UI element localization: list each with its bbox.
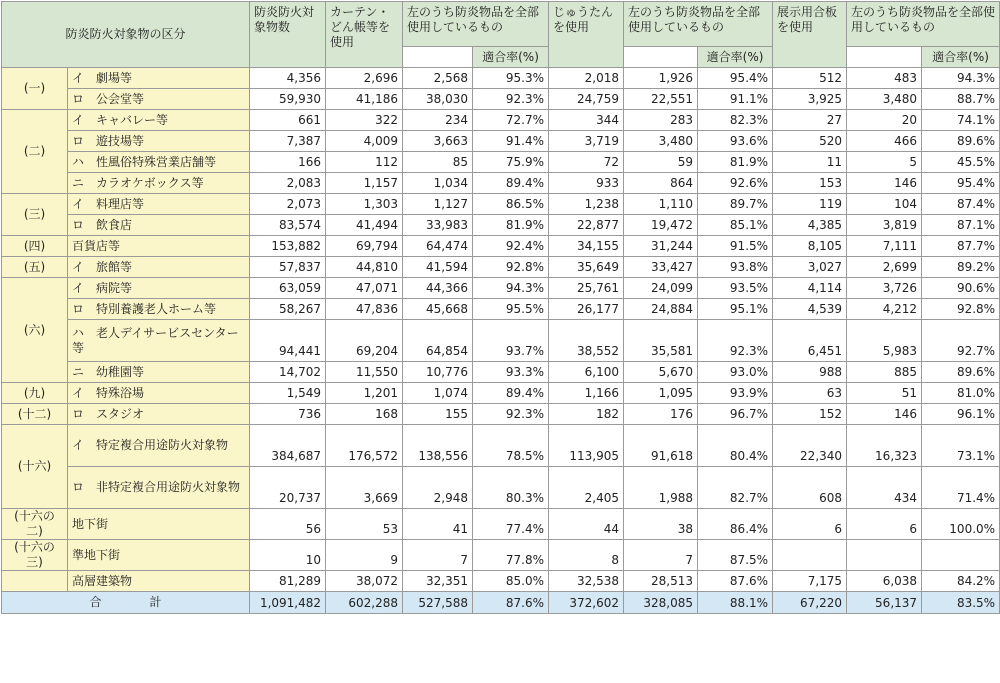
cell-value: 92.7% [922, 320, 1000, 362]
row-name: 地下街 [68, 509, 250, 540]
cell-value: 81.9% [698, 152, 773, 173]
cell-value: 77.4% [473, 509, 549, 540]
cell-value: 119 [773, 194, 847, 215]
cell-value: 96.1% [922, 404, 1000, 425]
cell-value: 94.3% [473, 278, 549, 299]
row-name: ロ 非特定複合用途防火対象物 [68, 467, 250, 509]
total-value: 56,137 [847, 592, 922, 614]
cell-value: 112 [326, 152, 403, 173]
cell-value [847, 540, 922, 571]
table-row [2, 320, 1000, 362]
cell-value: 1,157 [326, 173, 403, 194]
cell-value: 59 [624, 152, 698, 173]
cell-value: 35,649 [549, 257, 624, 278]
total-value: 527,588 [403, 592, 473, 614]
cell-value: 520 [773, 131, 847, 152]
cell-value: 146 [847, 173, 922, 194]
table-row [2, 131, 1000, 152]
cell-value: 56 [250, 509, 326, 540]
cell-value: 84.2% [922, 571, 1000, 592]
cell-value: 7,111 [847, 236, 922, 257]
cell-value: 63 [773, 383, 847, 404]
cell-value: 94,441 [250, 320, 326, 362]
cell-value: 93.0% [698, 362, 773, 383]
header-carpet-all: 左のうち防炎物品を全部使用しているもの [624, 2, 773, 47]
cell-value: 81.9% [473, 215, 549, 236]
table-row [2, 362, 1000, 383]
cell-value: 87.7% [922, 236, 1000, 257]
cell-value: 24,884 [624, 299, 698, 320]
cell-value: 33,983 [403, 215, 473, 236]
header-category: 防炎防火対象物の区分 [2, 2, 250, 68]
cell-value: 89.4% [473, 383, 549, 404]
cell-value: 661 [250, 110, 326, 131]
cell-value: 78.5% [473, 425, 549, 467]
cell-value: 7,387 [250, 131, 326, 152]
cell-value: 95.4% [698, 68, 773, 89]
cell-value: 95.5% [473, 299, 549, 320]
cell-value: 100.0% [922, 509, 1000, 540]
cell-value: 93.8% [698, 257, 773, 278]
cell-value: 3,480 [847, 89, 922, 110]
cell-value: 4,114 [773, 278, 847, 299]
row-name: ロ 特別養護老人ホーム等 [68, 299, 250, 320]
cell-value: 95.1% [698, 299, 773, 320]
fire-retardant-table [1, 1, 1000, 614]
cell-value: 88.7% [922, 89, 1000, 110]
cell-value: 166 [250, 152, 326, 173]
cell-value: 885 [847, 362, 922, 383]
total-value: 87.6% [473, 592, 549, 614]
total-value: 602,288 [326, 592, 403, 614]
cell-value: 92.3% [698, 320, 773, 362]
cell-value: 7 [624, 540, 698, 571]
table-body [2, 68, 1000, 614]
category-label [2, 571, 68, 592]
cell-value: 32,351 [403, 571, 473, 592]
cell-value: 93.3% [473, 362, 549, 383]
cell-value: 41,494 [326, 215, 403, 236]
row-name: イ 病院等 [68, 278, 250, 299]
row-name: ハ 老人デイサービスセンター等 [68, 320, 250, 362]
cell-value: 6,100 [549, 362, 624, 383]
total-value: 67,220 [773, 592, 847, 614]
header-rate: 適合率(%) [698, 47, 773, 68]
cell-value: 91.1% [698, 89, 773, 110]
cell-value: 83,574 [250, 215, 326, 236]
cell-value: 72.7% [473, 110, 549, 131]
category-label: (一) [2, 68, 68, 110]
cell-value: 138,556 [403, 425, 473, 467]
cell-value: 69,794 [326, 236, 403, 257]
cell-value: 38,072 [326, 571, 403, 592]
cell-value: 93.5% [698, 278, 773, 299]
cell-value: 6,038 [847, 571, 922, 592]
table-row [2, 467, 1000, 509]
cell-value: 512 [773, 68, 847, 89]
row-name: ハ 性風俗特殊営業店舗等 [68, 152, 250, 173]
cell-value: 1,238 [549, 194, 624, 215]
cell-value: 104 [847, 194, 922, 215]
cell-value: 234 [403, 110, 473, 131]
cell-value: 988 [773, 362, 847, 383]
cell-value: 1,201 [326, 383, 403, 404]
cell-value: 1,926 [624, 68, 698, 89]
header-curtain-all: 左のうち防炎物品を全部使用しているもの [403, 2, 549, 47]
cell-value: 168 [326, 404, 403, 425]
header-display-all: 左のうち防炎物品を全部使用しているもの [847, 2, 1000, 47]
header-carpet: じゅうたんを使用 [549, 2, 624, 68]
cell-value: 75.9% [473, 152, 549, 173]
cell-value: 47,836 [326, 299, 403, 320]
cell-value: 44,366 [403, 278, 473, 299]
cell-value: 59,930 [250, 89, 326, 110]
row-name: ロ 飲食店 [68, 215, 250, 236]
row-name: イ 特定複合用途防火対象物 [68, 425, 250, 467]
cell-value: 24,759 [549, 89, 624, 110]
row-name: イ 特殊浴場 [68, 383, 250, 404]
row-name: 百貨店等 [68, 236, 250, 257]
cell-value: 608 [773, 467, 847, 509]
cell-value: 41,186 [326, 89, 403, 110]
row-name: イ キャバレー等 [68, 110, 250, 131]
cell-value: 14,702 [250, 362, 326, 383]
total-value: 372,602 [549, 592, 624, 614]
cell-value: 94.3% [922, 68, 1000, 89]
table-row [2, 299, 1000, 320]
table-row [2, 215, 1000, 236]
cell-value: 152 [773, 404, 847, 425]
cell-value: 3,719 [549, 131, 624, 152]
cell-value: 146 [847, 404, 922, 425]
cell-value: 41 [403, 509, 473, 540]
cell-value: 1,074 [403, 383, 473, 404]
cell-value: 33,427 [624, 257, 698, 278]
cell-value: 91.5% [698, 236, 773, 257]
cell-value: 1,095 [624, 383, 698, 404]
cell-value: 85.1% [698, 215, 773, 236]
cell-value: 44 [549, 509, 624, 540]
cell-value: 3,669 [326, 467, 403, 509]
category-label: (六) [2, 278, 68, 383]
row-name: ニ 幼稚園等 [68, 362, 250, 383]
cell-value: 9 [326, 540, 403, 571]
cell-value: 89.6% [922, 131, 1000, 152]
cell-value: 155 [403, 404, 473, 425]
cell-value: 176,572 [326, 425, 403, 467]
table-row [2, 540, 1000, 571]
cell-value: 466 [847, 131, 922, 152]
category-label: (十六の三) [2, 540, 68, 571]
cell-value: 933 [549, 173, 624, 194]
cell-value: 38,030 [403, 89, 473, 110]
cell-value: 3,663 [403, 131, 473, 152]
table-row [2, 173, 1000, 194]
cell-value: 95.3% [473, 68, 549, 89]
category-label: (九) [2, 383, 68, 404]
cell-value [922, 540, 1000, 571]
category-label: (四) [2, 236, 68, 257]
cell-value: 91.4% [473, 131, 549, 152]
cell-value: 38 [624, 509, 698, 540]
cell-value: 92.3% [473, 89, 549, 110]
cell-value: 64,854 [403, 320, 473, 362]
table-row [2, 425, 1000, 467]
table-row [2, 383, 1000, 404]
cell-value: 72 [549, 152, 624, 173]
cell-value: 3,480 [624, 131, 698, 152]
cell-value: 92.3% [473, 404, 549, 425]
cell-value: 89.4% [473, 173, 549, 194]
cell-value: 113,905 [549, 425, 624, 467]
cell-value: 87.1% [922, 215, 1000, 236]
cell-value: 16,323 [847, 425, 922, 467]
cell-value: 3,726 [847, 278, 922, 299]
category-label: (二) [2, 110, 68, 194]
cell-value: 32,538 [549, 571, 624, 592]
cell-value: 95.4% [922, 173, 1000, 194]
cell-value: 73.1% [922, 425, 1000, 467]
cell-value: 4,356 [250, 68, 326, 89]
row-name: ロ 公会堂等 [68, 89, 250, 110]
cell-value [773, 540, 847, 571]
cell-value: 86.5% [473, 194, 549, 215]
cell-value: 1,166 [549, 383, 624, 404]
row-name: 高層建築物 [68, 571, 250, 592]
table-row [2, 571, 1000, 592]
total-label: 合 計 [2, 592, 250, 614]
cell-value: 483 [847, 68, 922, 89]
cell-value: 2,073 [250, 194, 326, 215]
cell-value: 28,513 [624, 571, 698, 592]
total-value: 328,085 [624, 592, 698, 614]
cell-value: 93.9% [698, 383, 773, 404]
cell-value: 1,110 [624, 194, 698, 215]
category-label: (五) [2, 257, 68, 278]
cell-value: 81,289 [250, 571, 326, 592]
cell-value: 3,925 [773, 89, 847, 110]
cell-value: 25,761 [549, 278, 624, 299]
cell-value: 45.5% [922, 152, 1000, 173]
cell-value: 93.6% [698, 131, 773, 152]
cell-value: 82.3% [698, 110, 773, 131]
table-row [2, 152, 1000, 173]
cell-value: 4,539 [773, 299, 847, 320]
category-label: (三) [2, 194, 68, 236]
cell-value: 11,550 [326, 362, 403, 383]
table-row [2, 194, 1000, 215]
cell-value: 4,385 [773, 215, 847, 236]
cell-value: 5,670 [624, 362, 698, 383]
header-display: 展示用合板を使用 [773, 2, 847, 68]
table-row [2, 236, 1000, 257]
cell-value: 1,034 [403, 173, 473, 194]
cell-value: 86.4% [698, 509, 773, 540]
cell-value: 283 [624, 110, 698, 131]
cell-value: 69,204 [326, 320, 403, 362]
cell-value: 5 [847, 152, 922, 173]
cell-value: 176 [624, 404, 698, 425]
cell-value: 344 [549, 110, 624, 131]
cell-value: 85.0% [473, 571, 549, 592]
table-row [2, 257, 1000, 278]
cell-value: 80.3% [473, 467, 549, 509]
cell-value: 51 [847, 383, 922, 404]
cell-value: 47,071 [326, 278, 403, 299]
cell-value: 96.7% [698, 404, 773, 425]
cell-value: 92.4% [473, 236, 549, 257]
cell-value: 26,177 [549, 299, 624, 320]
cell-value: 7,175 [773, 571, 847, 592]
header-rate: 適合率(%) [473, 47, 549, 68]
cell-value: 82.7% [698, 467, 773, 509]
cell-value: 44,810 [326, 257, 403, 278]
cell-value: 24,099 [624, 278, 698, 299]
cell-value: 6,451 [773, 320, 847, 362]
cell-value: 1,988 [624, 467, 698, 509]
row-name: イ 旅館等 [68, 257, 250, 278]
cell-value: 20 [847, 110, 922, 131]
category-label: (十六) [2, 425, 68, 509]
cell-value: 1,303 [326, 194, 403, 215]
row-name: ロ 遊技場等 [68, 131, 250, 152]
category-label: (十六の二) [2, 509, 68, 540]
row-name: イ 劇場等 [68, 68, 250, 89]
cell-value: 63,059 [250, 278, 326, 299]
cell-value: 34,155 [549, 236, 624, 257]
table-row [2, 278, 1000, 299]
cell-value: 6 [847, 509, 922, 540]
cell-value: 2,018 [549, 68, 624, 89]
cell-value: 89.7% [698, 194, 773, 215]
cell-value: 4,212 [847, 299, 922, 320]
cell-value: 1,549 [250, 383, 326, 404]
cell-value: 87.5% [698, 540, 773, 571]
cell-value: 35,581 [624, 320, 698, 362]
cell-value: 22,551 [624, 89, 698, 110]
cell-value: 182 [549, 404, 624, 425]
total-value: 83.5% [922, 592, 1000, 614]
cell-value: 27 [773, 110, 847, 131]
cell-value: 71.4% [922, 467, 1000, 509]
cell-value: 6 [773, 509, 847, 540]
cell-value: 58,267 [250, 299, 326, 320]
cell-value: 434 [847, 467, 922, 509]
table-row [2, 509, 1000, 540]
cell-value: 85 [403, 152, 473, 173]
cell-value: 89.6% [922, 362, 1000, 383]
cell-value: 90.6% [922, 278, 1000, 299]
cell-value: 3,027 [773, 257, 847, 278]
cell-value: 77.8% [473, 540, 549, 571]
cell-value: 41,594 [403, 257, 473, 278]
cell-value: 20,737 [250, 467, 326, 509]
cell-value: 864 [624, 173, 698, 194]
cell-value: 2,083 [250, 173, 326, 194]
cell-value: 2,948 [403, 467, 473, 509]
row-name: ニ カラオケボックス等 [68, 173, 250, 194]
cell-value: 22,877 [549, 215, 624, 236]
cell-value: 53 [326, 509, 403, 540]
header-curtain: カーテン・どん帳等を使用 [326, 2, 403, 68]
cell-value: 87.4% [922, 194, 1000, 215]
cell-value: 384,687 [250, 425, 326, 467]
table-row [2, 89, 1000, 110]
cell-value: 3,819 [847, 215, 922, 236]
cell-value: 2,405 [549, 467, 624, 509]
cell-value: 10 [250, 540, 326, 571]
cell-value: 4,009 [326, 131, 403, 152]
cell-value: 322 [326, 110, 403, 131]
header-total-objects: 防炎防火対象物数 [250, 2, 326, 68]
cell-value: 45,668 [403, 299, 473, 320]
cell-value: 7 [403, 540, 473, 571]
header-rate: 適合率(%) [922, 47, 1000, 68]
table-row [2, 110, 1000, 131]
cell-value: 89.2% [922, 257, 1000, 278]
cell-value: 736 [250, 404, 326, 425]
cell-value: 81.0% [922, 383, 1000, 404]
cell-value: 93.7% [473, 320, 549, 362]
cell-value: 2,568 [403, 68, 473, 89]
total-value: 1,091,482 [250, 592, 326, 614]
cell-value: 92.6% [698, 173, 773, 194]
cell-value: 2,699 [847, 257, 922, 278]
cell-value: 1,127 [403, 194, 473, 215]
table-row [2, 404, 1000, 425]
cell-value: 38,552 [549, 320, 624, 362]
cell-value: 57,837 [250, 257, 326, 278]
cell-value: 22,340 [773, 425, 847, 467]
row-name: 準地下街 [68, 540, 250, 571]
cell-value: 31,244 [624, 236, 698, 257]
cell-value: 92.8% [922, 299, 1000, 320]
cell-value: 74.1% [922, 110, 1000, 131]
cell-value: 10,776 [403, 362, 473, 383]
cell-value: 92.8% [473, 257, 549, 278]
category-label: (十二) [2, 404, 68, 425]
total-value: 88.1% [698, 592, 773, 614]
table-row [2, 68, 1000, 89]
cell-value: 5,983 [847, 320, 922, 362]
total-row [2, 592, 1000, 614]
cell-value: 80.4% [698, 425, 773, 467]
cell-value: 19,472 [624, 215, 698, 236]
cell-value: 64,474 [403, 236, 473, 257]
cell-value: 11 [773, 152, 847, 173]
cell-value: 153,882 [250, 236, 326, 257]
cell-value: 153 [773, 173, 847, 194]
cell-value: 2,696 [326, 68, 403, 89]
row-name: ロ スタジオ [68, 404, 250, 425]
cell-value: 8,105 [773, 236, 847, 257]
cell-value: 91,618 [624, 425, 698, 467]
row-name: イ 料理店等 [68, 194, 250, 215]
cell-value: 8 [549, 540, 624, 571]
cell-value: 87.6% [698, 571, 773, 592]
